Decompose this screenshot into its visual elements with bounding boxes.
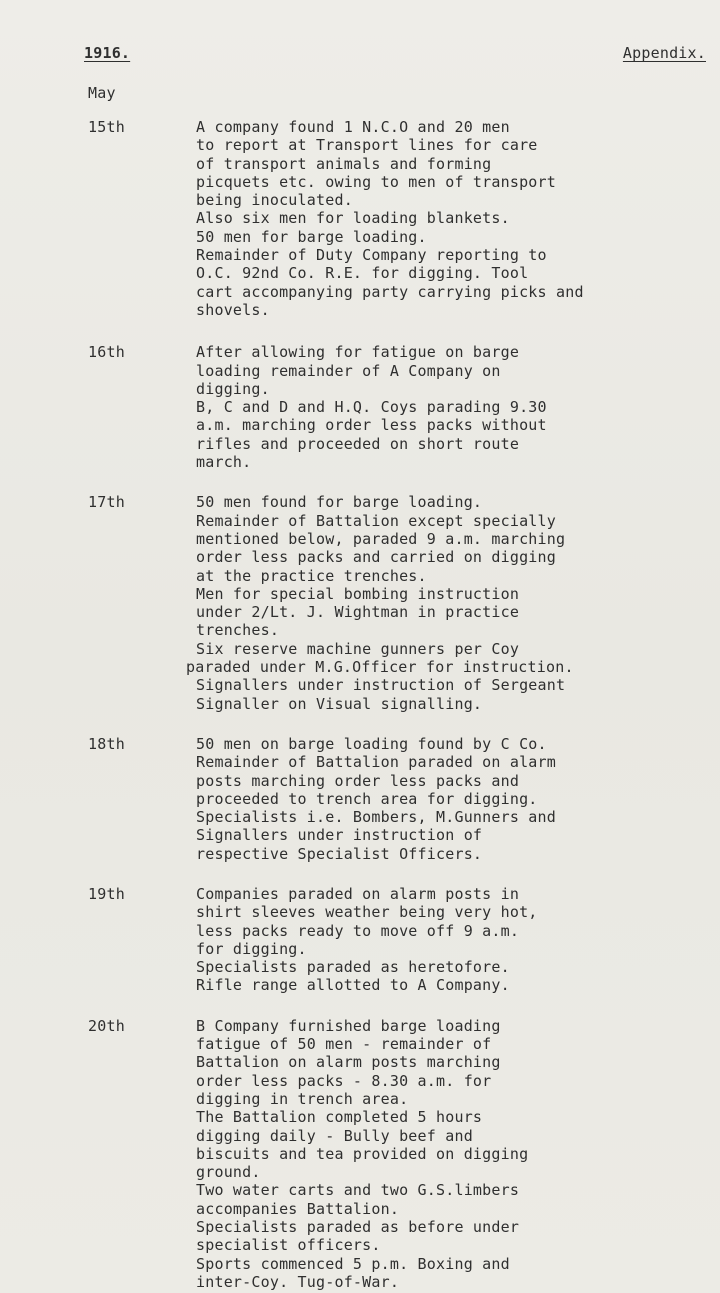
entry-line: Men for special bombing instruction [196, 584, 520, 603]
entry-15th [0, 118, 720, 319]
entry-line: less packs ready to move off 9 a.m. [196, 921, 520, 940]
entry-date: 17th [88, 493, 125, 512]
entry-line: Rifle range allotted to A Company. [196, 976, 510, 995]
entry-line: Sports commenced 5 p.m. Boxing and [196, 1254, 510, 1273]
entry-16th [0, 343, 720, 471]
entry-date: 19th [88, 884, 125, 903]
entry-20th [0, 1017, 720, 1291]
entry-line: mentioned below, paraded 9 a.m. marching [196, 529, 566, 548]
entry-18th [0, 735, 720, 863]
entry-line: order less packs and carried on digging [196, 548, 556, 567]
entry-line: The Battalion completed 5 hours [196, 1108, 483, 1127]
entry-line: B Company furnished barge loading [196, 1016, 501, 1035]
entry-date: 15th [88, 118, 125, 136]
entry-line: picquets etc. owing to men of transport [196, 172, 556, 191]
month-label: May [88, 84, 116, 102]
entry-line: digging in trench area. [196, 1089, 409, 1108]
entry-line: posts marching order less packs and [196, 771, 520, 790]
entry-line: specialist officers. [196, 1236, 381, 1255]
entry-line: order less packs - 8.30 a.m. for [196, 1071, 492, 1090]
entry-line: B, C and D and H.Q. Coys parading 9.30 [196, 398, 547, 417]
entry-text [196, 1017, 696, 1291]
entry-text [196, 885, 696, 995]
entry-line: Specialists paraded as heretofore. [196, 958, 510, 977]
entry-line: 50 men for barge loading. [196, 227, 427, 246]
entry-line: paraded under M.G.Officer for instruction. [186, 658, 574, 677]
entry-line: digging. [196, 379, 270, 398]
entry-line: A company found 1 N.C.O and 20 men [196, 118, 510, 136]
entry-line: Signallers under instruction of [196, 826, 483, 845]
entry-date: 20th [88, 1016, 125, 1035]
entry-line: rifles and proceeded on short route [196, 434, 520, 453]
entry-line: Battalion on alarm posts marching [196, 1053, 501, 1072]
diary-entries [0, 118, 720, 1291]
entry-line: shovels. [196, 300, 270, 319]
entry-line: march. [196, 453, 252, 472]
entry-line: Remainder of Duty Company reporting to [196, 246, 547, 265]
entry-line: Two water carts and two G.S.limbers [196, 1181, 520, 1200]
entry-text [196, 735, 696, 863]
entry-line: ground. [196, 1163, 261, 1182]
entry-line: trenches. [196, 621, 280, 640]
year-heading: 1916. [84, 44, 131, 62]
entry-line: 50 men on barge loading found by C Co. [196, 734, 547, 753]
entry-line: 50 men found for barge loading. [196, 493, 483, 512]
entry-text [196, 343, 696, 471]
entry-line: proceeded to trench area for digging. [196, 789, 538, 808]
entry-line: for digging. [196, 939, 307, 958]
entry-line: digging daily - Bully beef and [196, 1126, 473, 1145]
entry-line: to report at Transport lines for care [196, 136, 538, 155]
entry-line: cart accompanying party carrying picks and [196, 282, 584, 301]
entry-line: After allowing for fatigue on barge [196, 343, 520, 362]
entry-line: inter-Coy. Tug-of-War. [196, 1272, 400, 1291]
entry-line: Remainder of Battalion paraded on alarm [196, 753, 556, 772]
entry-line: fatigue of 50 men - remainder of [196, 1035, 492, 1054]
entry-text [186, 493, 696, 713]
entry-line: Remainder of Battalion except specially [196, 511, 556, 530]
entry-line: Also six men for loading blankets. [196, 209, 510, 228]
entry-line: being inoculated. [196, 191, 353, 210]
appendix-heading: Appendix. [622, 44, 706, 62]
entry-date: 18th [88, 734, 125, 753]
entry-line: under 2/Lt. J. Wightman in practice [196, 603, 520, 622]
entry-line: Specialists i.e. Bombers, M.Gunners and [196, 808, 556, 827]
entry-line: Signallers under instruction of Sergeant [196, 676, 566, 695]
entry-line: of transport animals and forming [196, 154, 492, 173]
entry-line: respective Specialist Officers. [196, 844, 483, 863]
entry-line: Specialists paraded as before under [196, 1218, 520, 1237]
entry-line: at the practice trenches. [196, 566, 427, 585]
entry-text [196, 118, 696, 319]
entry-line: loading remainder of A Company on [196, 361, 501, 380]
entry-19th [0, 885, 720, 995]
entry-line: O.C. 92nd Co. R.E. for digging. Tool [196, 264, 529, 283]
entry-line: biscuits and tea provided on digging [196, 1144, 529, 1163]
entry-date: 16th [88, 343, 125, 362]
entry-line: shirt sleeves weather being very hot, [196, 903, 538, 922]
entry-line: Companies paraded on alarm posts in [196, 884, 520, 903]
entry-line: accompanies Battalion. [196, 1199, 400, 1218]
entry-line: Six reserve machine gunners per Coy [196, 639, 520, 658]
entry-17th [0, 493, 720, 713]
entry-line: Signaller on Visual signalling. [196, 694, 483, 713]
entry-line: a.m. marching order less packs without [196, 416, 547, 435]
